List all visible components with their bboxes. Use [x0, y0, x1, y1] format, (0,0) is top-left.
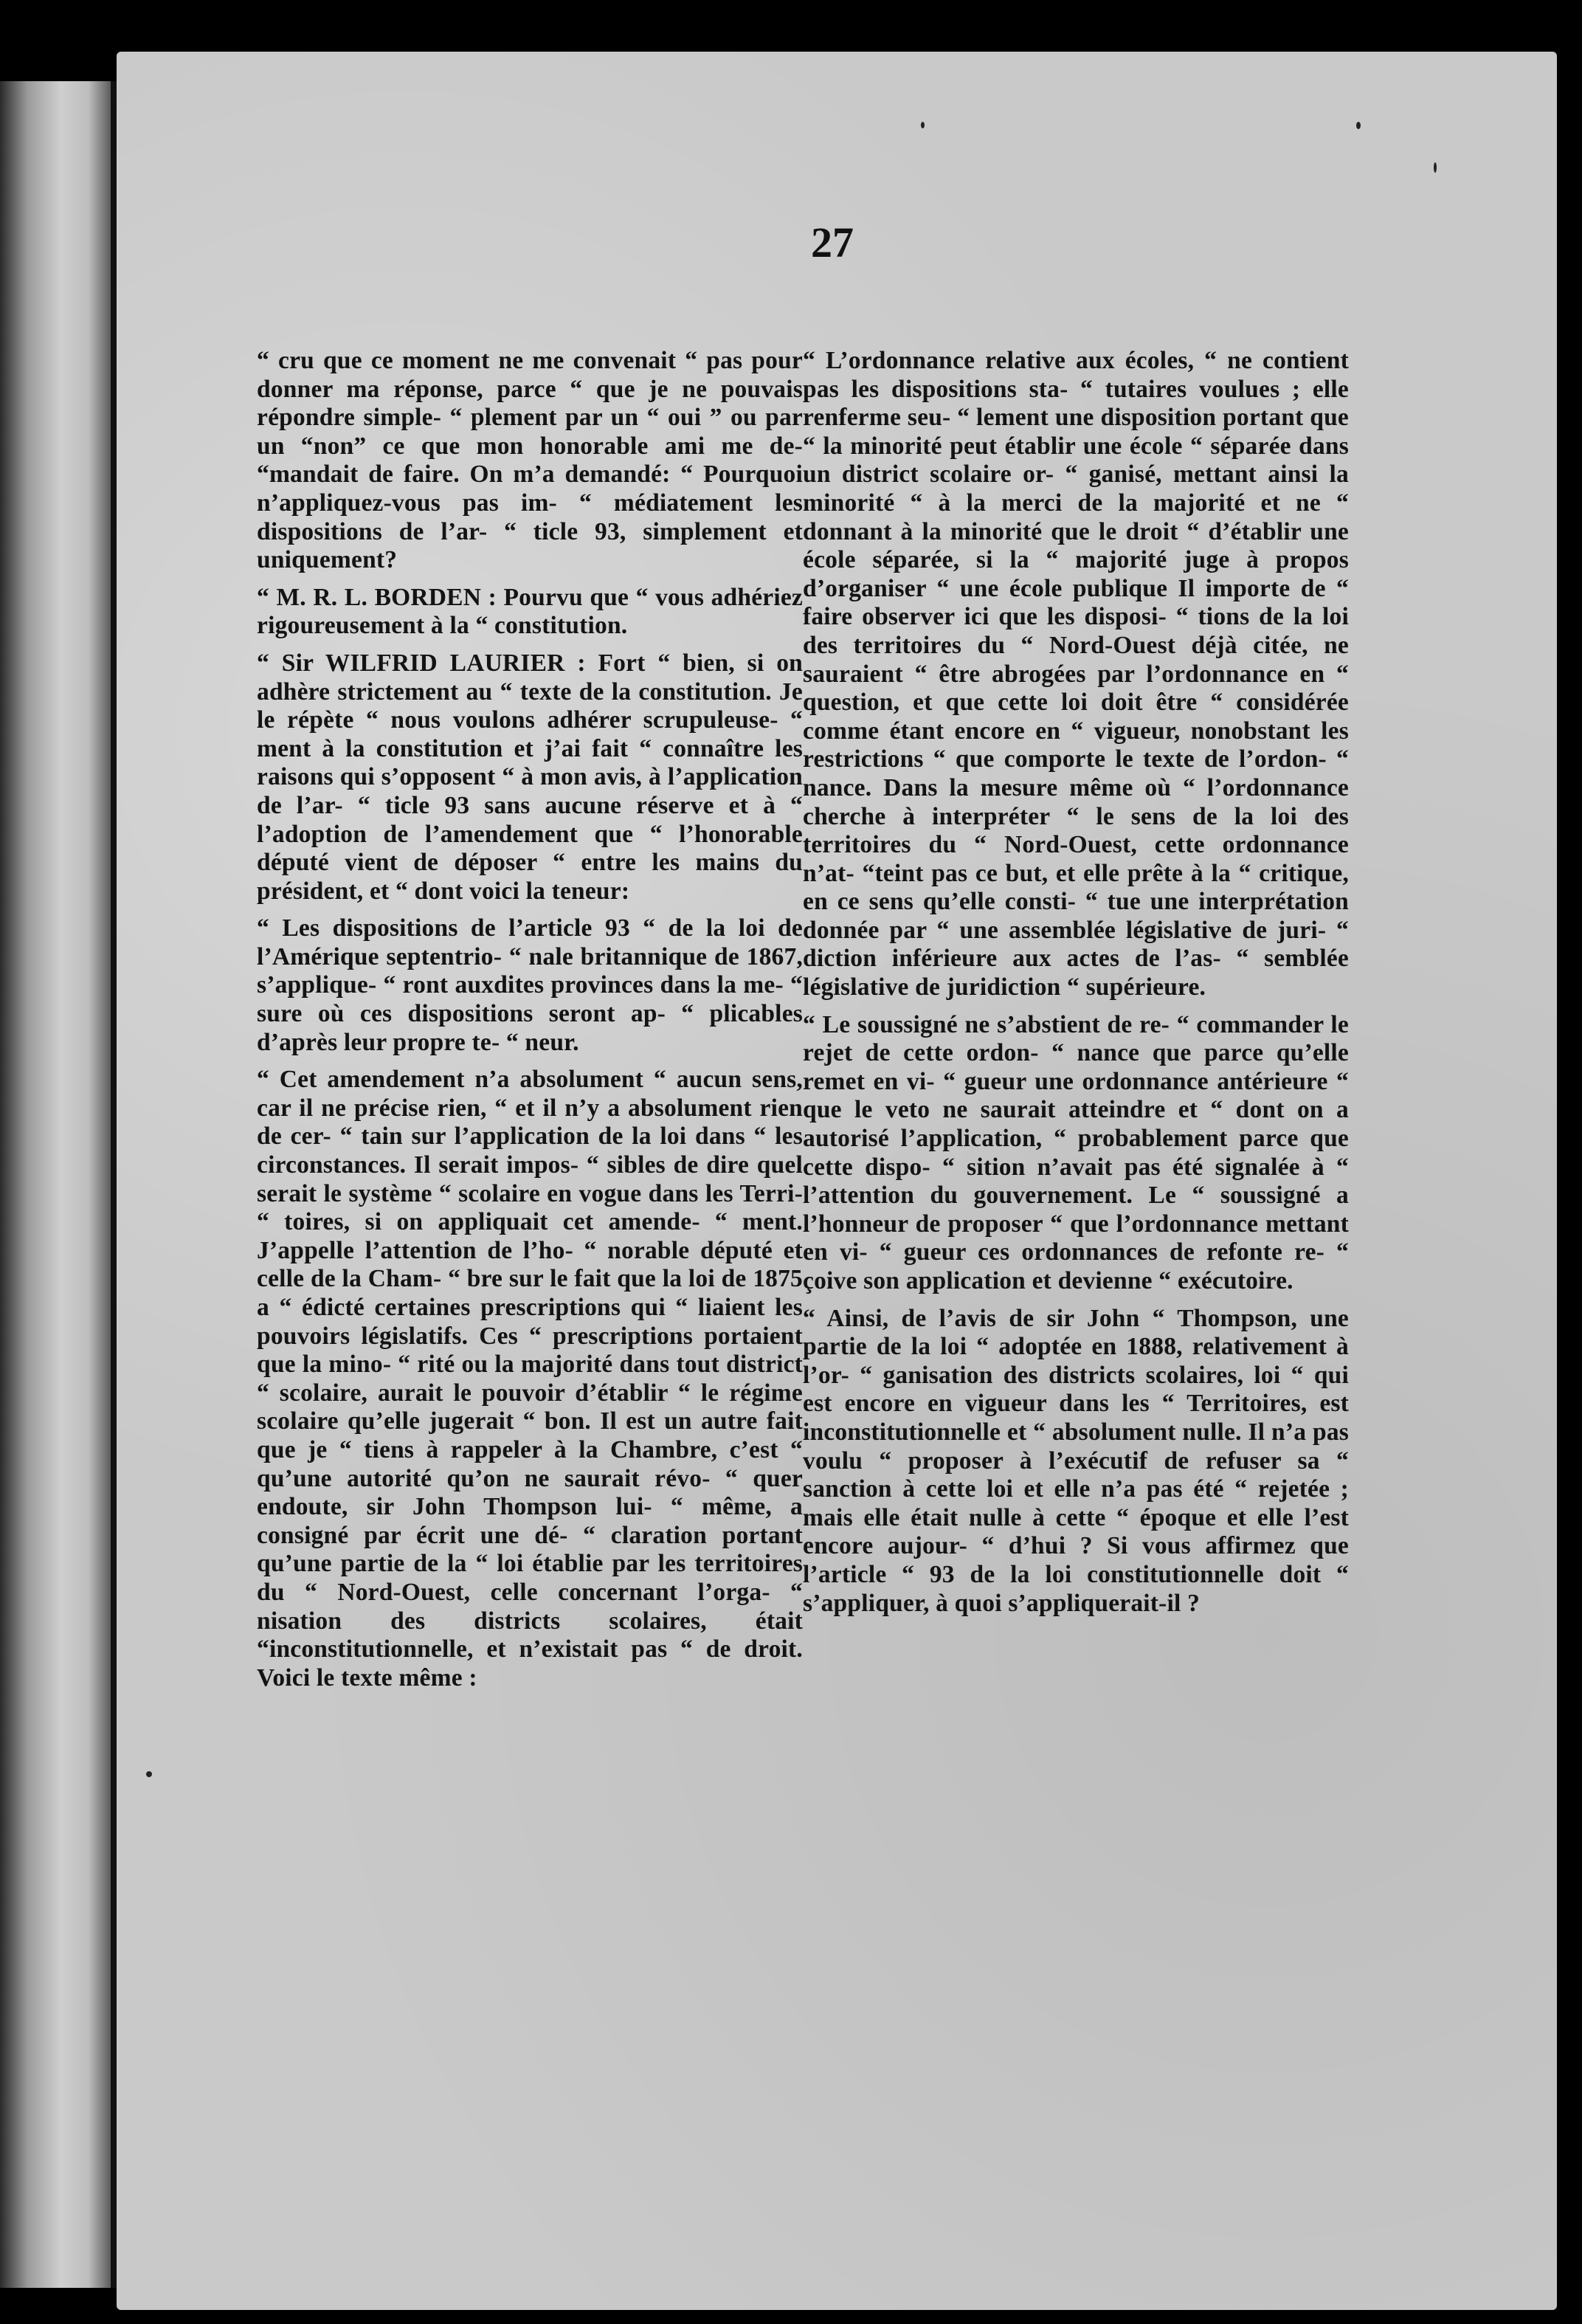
page-number: 27 — [811, 218, 854, 266]
paragraph: “ Le soussigné ne s’abstient de re- “ commander le rejet de cette ordon- “ nance que parce qu’elle remet en vi- “ gueur une ordonnance antérieure “ que le veto ne saurait atteindre et “ dont on a autorisé l’application, “ probablement parce que cette dispo- “ sition n’avait pas été signalée à “ l’attention du gouvernement. Le “ soussigné a l’honneur de proposer “ que l’ordonnance mettant en vi- “ gueur ces ordonnances de refonte re- “ çoive son application et devienne “ exécutoire. — [803, 1010, 1349, 1294]
paragraph: “ cru que ce moment ne me convenait “ pas pour donner ma réponse, parce “ que je ne pouvais répondre simple- “ plement par un “ oui ” ou par un “non” ce que mon honorable ami me de- “mandait de faire. On m’a demandé: “ Pourquoi n’appliquez-vous pas im- “ médiatement les dispositions de l’ar- “ ticle 93, simplement et uniquement? — [257, 347, 803, 574]
document-page — [117, 52, 1557, 2310]
left-column — [257, 347, 803, 1701]
paragraph: “ Sir WILFRID LAURIER : Fort “ bien, si on adhère strictement au “ texte de la constitution. Je le répète “ nous voulons adhérer scrupuleuse- “ ment à la constitution et j’ai fait “ connaître les raisons qui s’opposent “ à mon avis, à l’application de l’ar- “ ticle 93 sans aucune réserve et à “ l’adoption de l’amendement que “ l’honorable député vient de déposer “ entre les mains du président, et “ dont voici la teneur: — [257, 649, 803, 905]
right-column — [803, 347, 1349, 1627]
adjacent-page-edge — [0, 81, 111, 2288]
ink-speck — [921, 122, 925, 128]
paragraph: “ M. R. L. BORDEN : Pourvu que “ vous adhériez rigoureusement à la “ constitution. — [257, 583, 803, 640]
paragraph: “ L’ordonnance relative aux écoles, “ ne contient pas les dispositions sta- “ tutaires voulues ; elle renferme seu- “ lement une disposition portant que “ la minorité peut établir une école “ séparée dans un district scolaire or- “ ganisé, mettant ainsi la minorité “ à la merci de la majorité et ne “ donnant à la minorité que le droit “ d’établir une école séparée, si la “ majorité juge à propos d’organiser “ une école publique Il importe de “ faire observer ici que les disposi- “ tions de la loi des territoires du “ Nord-Ouest déjà citée, ne sauraient “ être abrogées par l’ordonnance en “ question, et que cette loi doit être “ considérée comme étant encore en “ vigueur, nonobstant les restrictions “ que comporte le texte de l’ordon- “ nance. Dans la mesure même où “ l’ordonnance cherche à interpréter “ le sens de la loi des territoires du “ Nord-Ouest, cette ordonnance n’at- “teint pas ce but, et elle prête à la “ critique, en ce sens qu’elle consti- “ tue une interprétation donnée par “ une assemblée législative de juri- “ diction inférieure aux actes de l’as- “ semblée législative de juridiction “ supérieure. — [803, 347, 1349, 1001]
paragraph: “ Cet amendement n’a absolument “ aucun sens, car il ne précise rien, “ et il n’y a absolument rien de cer- “ tain sur l’application de la loi dans “ les circonstances. Il serait impos- “ sibles de dire quel serait le système “ scolaire en vogue dans les Terri- “ toires, si on appliquait cet amende- “ ment. J’appelle l’attention de l’ho- “ norable député et celle de la Cham- “ bre sur le fait que la loi de 1875 a “ édicté certaines prescriptions qui “ liaient les pouvoirs législatifs. Ces “ prescriptions portaient que la mino- “ rité ou la majorité dans tout district “ scolaire, aurait le pouvoir d’établir “ le régime scolaire qu’elle jugerait “ bon. Il est un autre fait que je “ tiens à rappeler à la Chambre, c’est “ qu’une autorité qu’on ne saurait révo- “ quer endoute, sir John Thompson lui- “ même, a consigné par écrit une dé- “ claration portant qu’une partie de la “ loi établie par les territoires du “ Nord-Ouest, celle concernant l’orga- “ nisation des districts scolaires, était “inconstitutionnelle, et n’existait pas “ de droit. Voici le texte même : — [257, 1066, 803, 1692]
paragraph: “ Les dispositions de l’article 93 “ de la loi de l’Amérique septentrio- “ nale britannique de 1867, s’applique- “ ront auxdites provinces dans la me- “ sure où ces dispositions seront ap- “ plicables d’après leur propre te- “ neur. — [257, 914, 803, 1056]
ink-speck — [1356, 122, 1361, 129]
paragraph: “ Ainsi, de l’avis de sir John “ Thompson, une partie de la loi “ adoptée en 1888, relativement à l’or- “ ganisation des districts scolaires, loi “ qui est encore en vigueur dans les “ Territoires, est inconstitutionnelle et “ absolument nulle. Il n’a pas voulu “ proposer à l’exécutif de refuser sa “ sanction à cette loi et elle n’a pas été “ rejetée ; mais elle était nulle à cette “ époque et elle l’est encore aujour- “ d’hui ? Si vous affirmez que l’article “ 93 de la loi constitutionnelle doit “ s’appliquer, à quoi s’appliquerait-il ? — [803, 1304, 1349, 1617]
ink-speck — [146, 1771, 152, 1777]
ink-speck — [1434, 162, 1437, 173]
